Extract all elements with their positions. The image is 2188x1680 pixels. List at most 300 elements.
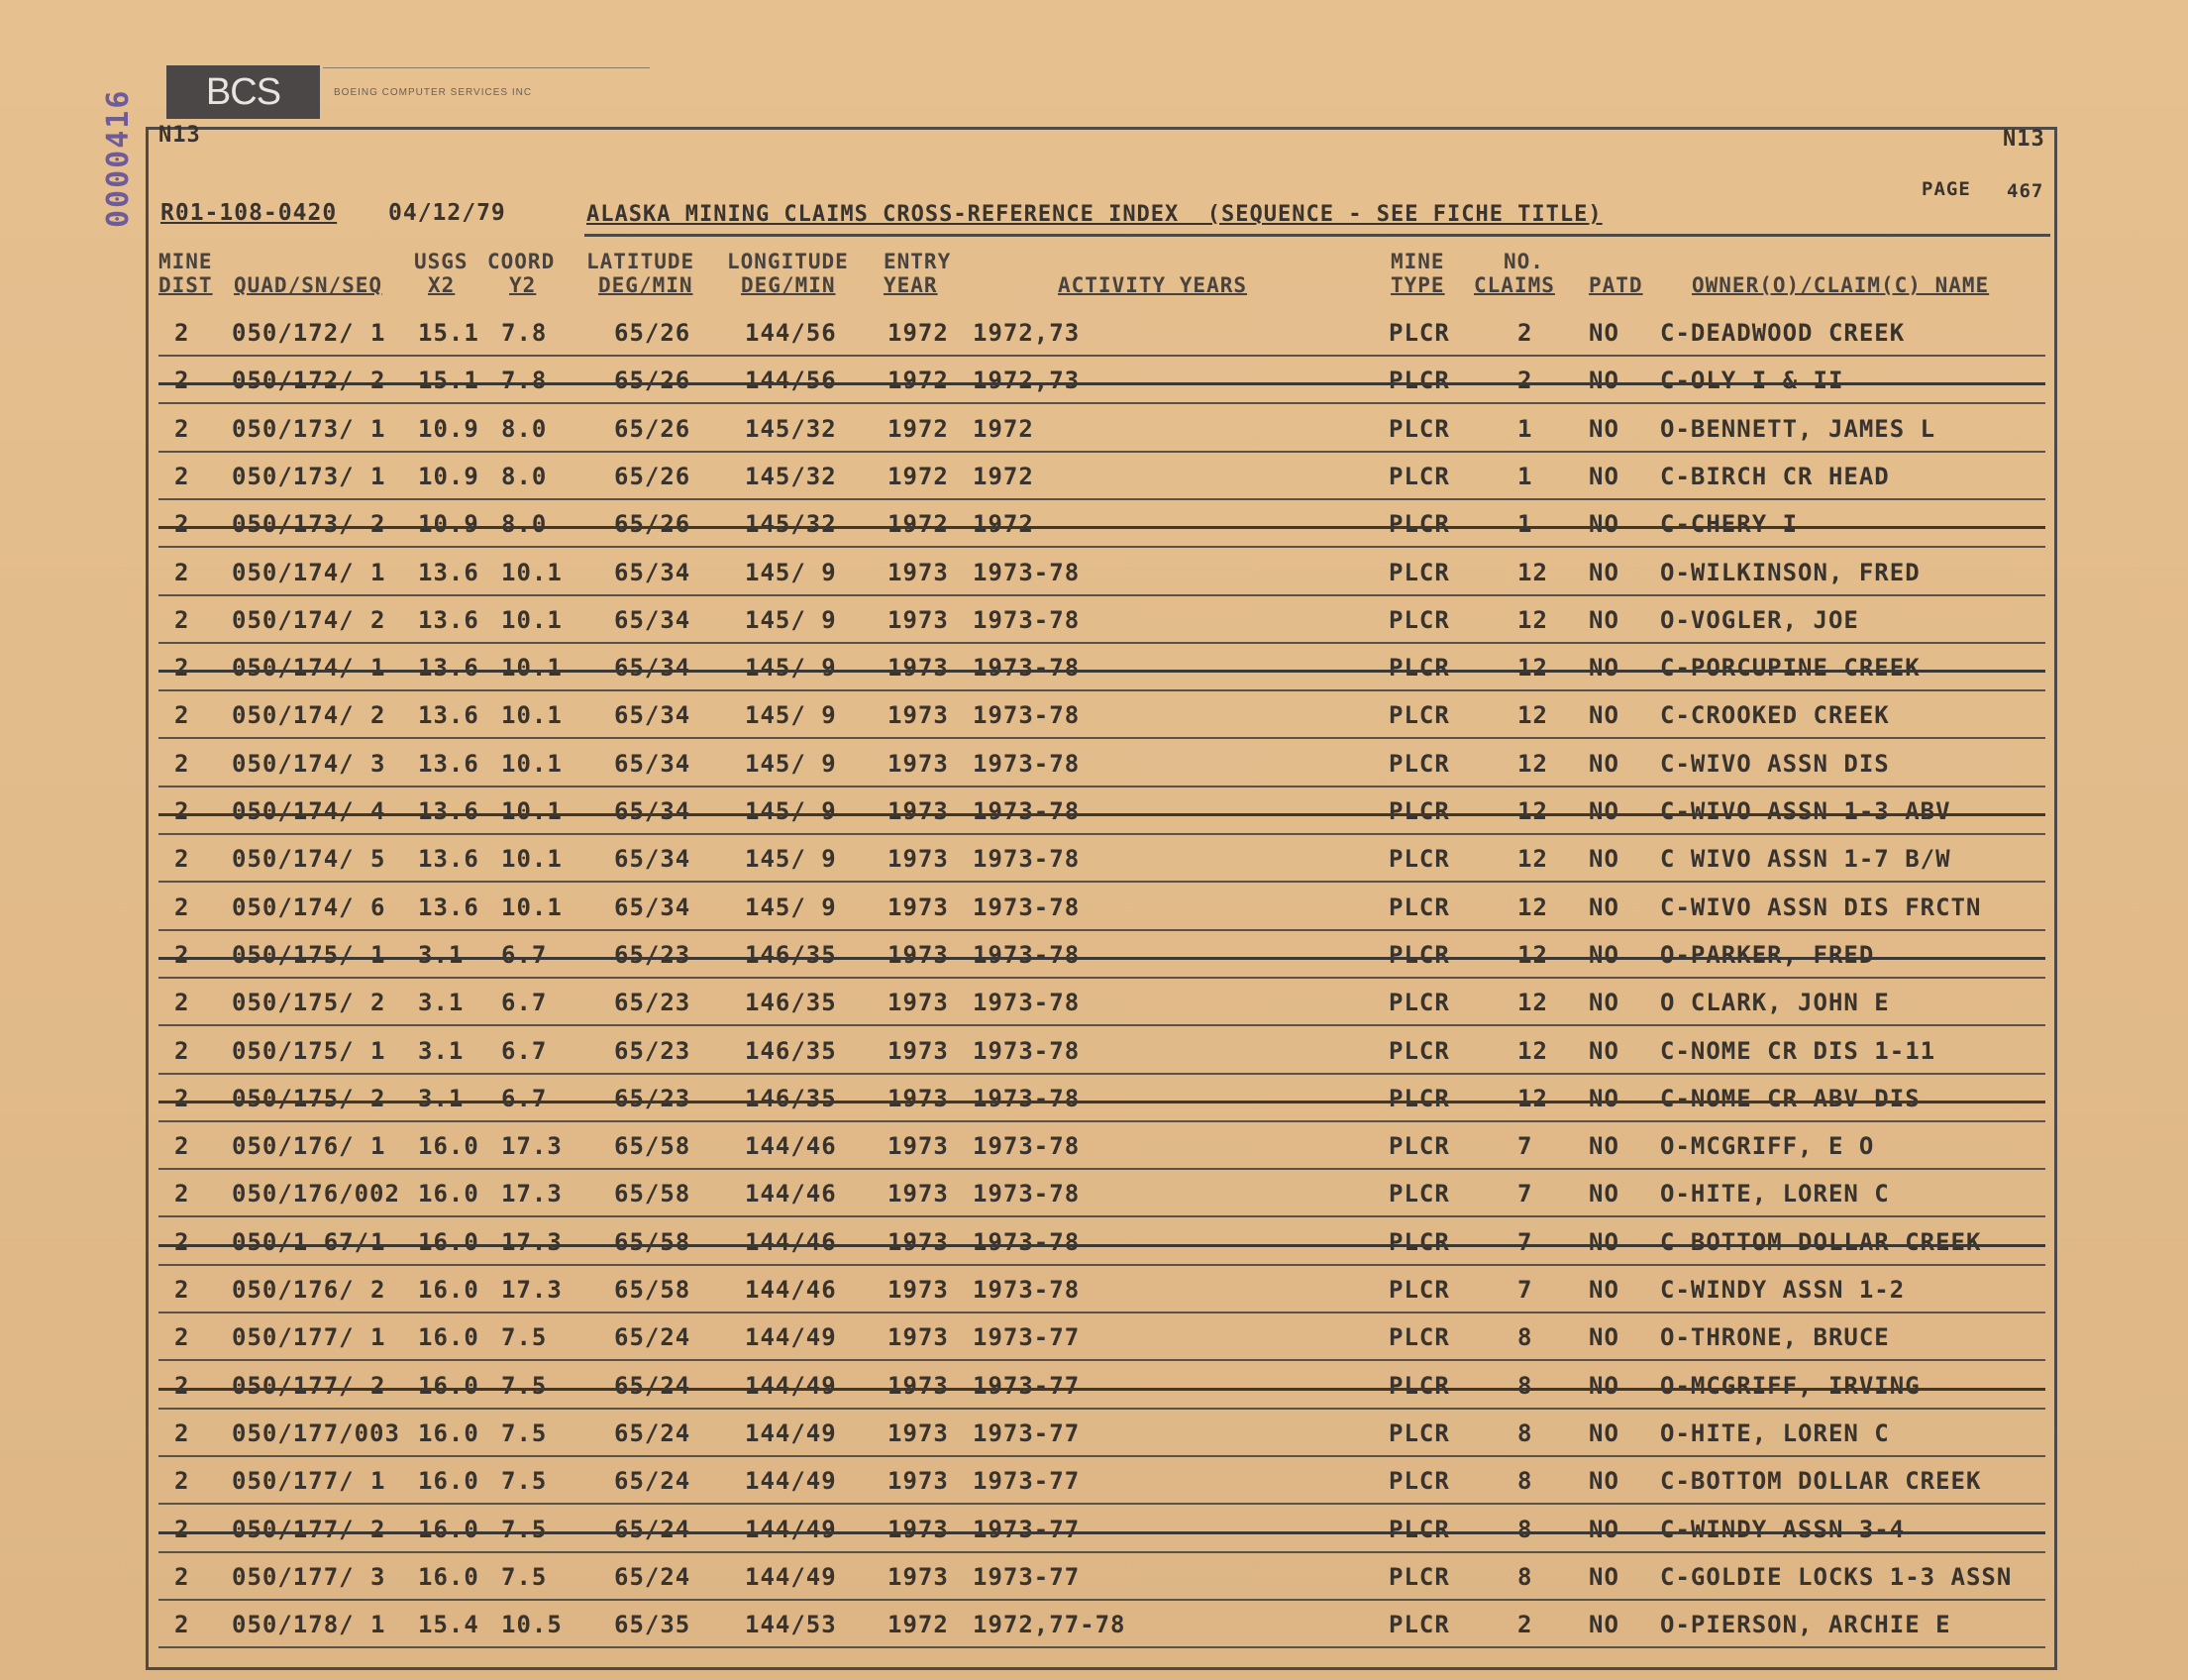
entry-year-cell: 1973 <box>887 1132 949 1161</box>
mine-type-cell: PLCR <box>1389 1371 1450 1400</box>
mine-type-cell: PLCR <box>1389 558 1450 586</box>
mine-type-cell: PLCR <box>1389 462 1450 490</box>
latitude-cell: 65/24 <box>614 1418 691 1447</box>
patd-cell: NO <box>1589 1036 1619 1065</box>
usgs-x2-cell: 3.1 <box>418 940 465 969</box>
mine-type-cell: PLCR <box>1389 414 1450 443</box>
quad-cell: 050/173/ <box>232 414 355 443</box>
activity-years-cell: 1973-78 <box>973 797 1081 825</box>
entry-year-cell: 1973 <box>887 1084 949 1112</box>
coord-y2-cell: 10.1 <box>501 845 563 874</box>
strikethrough-line <box>158 670 2045 673</box>
mine-dist-cell: 2 <box>174 1371 190 1400</box>
activity-years-cell: 1973-78 <box>973 1180 1081 1208</box>
latitude-cell: 65/35 <box>614 1611 691 1639</box>
latitude-cell: 65/34 <box>614 892 691 921</box>
document-stamp: 0000416 <box>101 88 136 228</box>
no-claims-cell: 12 <box>1517 989 1548 1017</box>
no-claims-cell: 2 <box>1517 1611 1533 1639</box>
coord-y2-cell: 7.8 <box>501 319 548 347</box>
entry-year-cell: 1973 <box>887 1371 949 1400</box>
col-latitude: LATITUDE DEG/MIN <box>586 250 695 297</box>
longitude-cell: 145/ 9 <box>745 701 837 730</box>
coord-y2-cell: 17.3 <box>501 1132 563 1161</box>
longitude-cell: 144/46 <box>745 1276 837 1304</box>
mine-type-cell: PLCR <box>1389 319 1450 347</box>
owner-claim-name-cell: C-WINDY ASSN 1-2 <box>1660 1276 1906 1304</box>
owner-claim-name-cell: O-PARKER, FRED <box>1660 940 1875 969</box>
strikethrough-line <box>158 1531 2045 1534</box>
entry-year-cell: 1972 <box>887 510 949 539</box>
entry-year-cell: 1973 <box>887 654 949 682</box>
longitude-cell: 146/35 <box>745 1084 837 1112</box>
seq-cell: 2 <box>370 605 386 634</box>
coord-y2-cell: 7.5 <box>501 1467 548 1496</box>
mine-dist-cell: 2 <box>174 319 190 347</box>
usgs-x2-cell: 13.6 <box>418 654 479 682</box>
longitude-cell: 145/ 9 <box>745 892 837 921</box>
usgs-x2-cell: 16.0 <box>418 1418 479 1447</box>
strikethrough-line <box>158 1101 2045 1103</box>
latitude-cell: 65/58 <box>614 1132 691 1161</box>
quad-cell: 050/174/ <box>232 892 355 921</box>
coord-y2-cell: 8.0 <box>501 462 548 490</box>
activity-years-cell: 1973-78 <box>973 749 1081 778</box>
owner-claim-name-cell: O-WILKINSON, FRED <box>1660 558 1921 586</box>
owner-claim-name-cell: O-VOGLER, JOE <box>1660 605 1859 634</box>
corner-code-right: N13 <box>2003 127 2045 152</box>
logo-subtitle: BOEING COMPUTER SERVICES INC <box>334 87 533 98</box>
owner-claim-name-cell: O-HITE, LOREN C <box>1660 1418 1890 1447</box>
patd-cell: NO <box>1589 1371 1619 1400</box>
patd-cell: NO <box>1589 1418 1619 1447</box>
no-claims-cell: 7 <box>1517 1132 1533 1161</box>
longitude-cell: 144/53 <box>745 1611 837 1639</box>
owner-claim-name-cell: C-WINDY ASSN 3-4 <box>1660 1515 1906 1543</box>
no-claims-cell: 7 <box>1517 1180 1533 1208</box>
activity-years-cell: 1972 <box>973 462 1034 490</box>
coord-y2-cell: 17.3 <box>501 1276 563 1304</box>
strikethrough-line <box>158 957 2045 960</box>
table-row <box>158 596 2045 644</box>
table-row-struck <box>158 788 2045 835</box>
mine-type-cell: PLCR <box>1389 845 1450 874</box>
longitude-cell: 144/49 <box>745 1562 837 1591</box>
bcs-logo: BCS <box>166 65 320 119</box>
owner-claim-name-cell: C-CROOKED CREEK <box>1660 701 1890 730</box>
seq-cell: 2 <box>370 510 386 539</box>
latitude-cell: 65/23 <box>614 1036 691 1065</box>
activity-years-cell: 1972,73 <box>973 319 1081 347</box>
col-entry-year: ENTRY YEAR <box>884 250 952 297</box>
mine-dist-cell: 2 <box>174 1084 190 1112</box>
activity-years-cell: 1973-78 <box>973 1132 1081 1161</box>
activity-years-cell: 1973-78 <box>973 701 1081 730</box>
activity-years-cell: 1973-78 <box>973 654 1081 682</box>
mine-dist-cell: 2 <box>174 558 190 586</box>
owner-claim-name-cell: O-MCGRIFF, IRVING <box>1660 1371 1921 1400</box>
coord-y2-cell: 10.1 <box>501 605 563 634</box>
no-claims-cell: 1 <box>1517 462 1533 490</box>
seq-cell: 5 <box>370 845 386 874</box>
corner-code-left: N13 <box>158 123 201 148</box>
quad-cell: 050/173/ <box>232 510 355 539</box>
longitude-cell: 144/56 <box>745 319 837 347</box>
strikethrough-line <box>158 813 2045 816</box>
mine-dist-cell: 2 <box>174 1323 190 1352</box>
patd-cell: NO <box>1589 1132 1619 1161</box>
mine-type-cell: PLCR <box>1389 1036 1450 1065</box>
longitude-cell: 145/ 9 <box>745 797 837 825</box>
longitude-cell: 144/49 <box>745 1515 837 1543</box>
owner-claim-name-cell: C-NOME CR DIS 1-11 <box>1660 1036 1936 1065</box>
no-claims-cell: 12 <box>1517 558 1548 586</box>
usgs-x2-cell: 16.0 <box>418 1467 479 1496</box>
mine-type-cell: PLCR <box>1389 1227 1450 1256</box>
coord-y2-cell: 10.1 <box>501 654 563 682</box>
usgs-x2-cell: 16.0 <box>418 1227 479 1256</box>
owner-claim-name-cell: O-THRONE, BRUCE <box>1660 1323 1890 1352</box>
coord-y2-cell: 6.7 <box>501 1084 548 1112</box>
patd-cell: NO <box>1589 845 1619 874</box>
latitude-cell: 65/34 <box>614 749 691 778</box>
col-mine-dist: MINE DIST <box>158 250 213 297</box>
patd-cell: NO <box>1589 1515 1619 1543</box>
quad-cell: 050/174/ <box>232 749 355 778</box>
latitude-cell: 65/23 <box>614 989 691 1017</box>
mine-dist-cell: 2 <box>174 1132 190 1161</box>
mine-type-cell: PLCR <box>1389 1515 1450 1543</box>
report-date: 04/12/79 <box>388 200 506 226</box>
quad-cell: 050/174/ <box>232 701 355 730</box>
owner-claim-name-cell: O-HITE, LOREN C <box>1660 1180 1890 1208</box>
longitude-cell: 145/ 9 <box>745 605 837 634</box>
entry-year-cell: 1973 <box>887 797 949 825</box>
owner-claim-name-cell: C WIVO ASSN 1-7 B/W <box>1660 845 1951 874</box>
no-claims-cell: 1 <box>1517 510 1533 539</box>
usgs-x2-cell: 16.0 <box>418 1515 479 1543</box>
owner-claim-name-cell: C-OLY I & II <box>1660 367 1844 395</box>
mine-type-cell: PLCR <box>1389 892 1450 921</box>
patd-cell: NO <box>1589 892 1619 921</box>
coord-y2-cell: 6.7 <box>501 1036 548 1065</box>
entry-year-cell: 1972 <box>887 1611 949 1639</box>
owner-claim-name-cell: C-BIRCH CR HEAD <box>1660 462 1890 490</box>
entry-year-cell: 1972 <box>887 462 949 490</box>
patd-cell: NO <box>1589 1562 1619 1591</box>
col-patd: PATD <box>1589 273 1643 297</box>
owner-claim-name-cell: C-GOLDIE LOCKS 1-3 ASSN <box>1660 1562 2013 1591</box>
entry-year-cell: 1973 <box>887 1323 949 1352</box>
seq-cell: 2 <box>370 701 386 730</box>
col-usgs-x2: USGS X2 <box>414 250 469 297</box>
table-row <box>158 884 2045 931</box>
coord-y2-cell: 10.5 <box>501 1611 563 1639</box>
mine-dist-cell: 2 <box>174 1515 190 1543</box>
mine-type-cell: PLCR <box>1389 701 1450 730</box>
usgs-x2-cell: 13.6 <box>418 701 479 730</box>
table-row <box>158 979 2045 1026</box>
latitude-cell: 65/58 <box>614 1276 691 1304</box>
activity-years-cell: 1973-77 <box>973 1371 1081 1400</box>
entry-year-cell: 1973 <box>887 940 949 969</box>
usgs-x2-cell: 16.0 <box>418 1276 479 1304</box>
patd-cell: NO <box>1589 1276 1619 1304</box>
no-claims-cell: 2 <box>1517 319 1533 347</box>
col-longitude: LONGITUDE DEG/MIN <box>727 250 849 297</box>
coord-y2-cell: 6.7 <box>501 989 548 1017</box>
coord-y2-cell: 17.3 <box>501 1227 563 1256</box>
no-claims-cell: 12 <box>1517 940 1548 969</box>
quad-cell: 050/175/ <box>232 940 355 969</box>
col-owner-claim-name: OWNER(O)/CLAIM(C) NAME <box>1692 273 1990 297</box>
seq-cell: 1 <box>370 1036 386 1065</box>
mine-dist-cell: 2 <box>174 1180 190 1208</box>
usgs-x2-cell: 16.0 <box>418 1132 479 1161</box>
coord-y2-cell: 7.5 <box>501 1371 548 1400</box>
no-claims-cell: 7 <box>1517 1227 1533 1256</box>
report-id: R01-108-0420 <box>160 200 338 226</box>
mine-type-cell: PLCR <box>1389 1562 1450 1591</box>
patd-cell: NO <box>1589 1084 1619 1112</box>
quad-cell: 050/177/ <box>232 1562 355 1591</box>
entry-year-cell: 1973 <box>887 558 949 586</box>
patd-cell: NO <box>1589 605 1619 634</box>
longitude-cell: 144/49 <box>745 1467 837 1496</box>
usgs-x2-cell: 10.9 <box>418 462 479 490</box>
patd-cell: NO <box>1589 462 1619 490</box>
row-rule <box>158 1646 2045 1648</box>
latitude-cell: 65/26 <box>614 510 691 539</box>
col-quad: QUAD/SN/SEQ <box>234 273 383 297</box>
mine-type-cell: PLCR <box>1389 605 1450 634</box>
entry-year-cell: 1973 <box>887 1467 949 1496</box>
latitude-cell: 65/24 <box>614 1371 691 1400</box>
table-row <box>158 1553 2045 1601</box>
mine-type-cell: PLCR <box>1389 1132 1450 1161</box>
quad-cell: 050/1 67/ <box>232 1227 370 1256</box>
seq-cell: 2 <box>370 367 386 395</box>
activity-years-cell: 1973-77 <box>973 1562 1081 1591</box>
activity-years-cell: 1973-77 <box>973 1418 1081 1447</box>
patd-cell: NO <box>1589 749 1619 778</box>
latitude-cell: 65/34 <box>614 654 691 682</box>
mine-dist-cell: 2 <box>174 414 190 443</box>
seq-cell: 1 <box>370 558 386 586</box>
mine-dist-cell: 2 <box>174 892 190 921</box>
latitude-cell: 65/34 <box>614 701 691 730</box>
coord-y2-cell: 8.0 <box>501 510 548 539</box>
longitude-cell: 145/ 9 <box>745 654 837 682</box>
table-row-struck <box>158 1075 2045 1122</box>
mine-dist-cell: 2 <box>174 1227 190 1256</box>
no-claims-cell: 12 <box>1517 701 1548 730</box>
mine-dist-cell: 2 <box>174 1562 190 1591</box>
usgs-x2-cell: 15.1 <box>418 367 479 395</box>
seq-cell: 1 <box>370 1611 386 1639</box>
patd-cell: NO <box>1589 989 1619 1017</box>
mine-dist-cell: 2 <box>174 1467 190 1496</box>
strikethrough-line <box>158 526 2045 529</box>
latitude-cell: 65/24 <box>614 1515 691 1543</box>
quad-cell: 050/172/ <box>232 367 355 395</box>
mine-type-cell: PLCR <box>1389 1467 1450 1496</box>
patd-cell: NO <box>1589 510 1619 539</box>
owner-claim-name-cell: C-DEADWOOD CREEK <box>1660 319 1906 347</box>
no-claims-cell: 12 <box>1517 654 1548 682</box>
no-claims-cell: 8 <box>1517 1562 1533 1591</box>
mine-dist-cell: 2 <box>174 462 190 490</box>
col-mine-type: MINE TYPE <box>1391 250 1445 297</box>
quad-cell: 050/176/ <box>232 1276 355 1304</box>
longitude-cell: 144/56 <box>745 367 837 395</box>
quad-cell: 050/177/ <box>232 1371 355 1400</box>
no-claims-cell: 12 <box>1517 845 1548 874</box>
usgs-x2-cell: 15.1 <box>418 319 479 347</box>
no-claims-cell: 12 <box>1517 1084 1548 1112</box>
strikethrough-line <box>158 1388 2045 1391</box>
mine-dist-cell: 2 <box>174 989 190 1017</box>
activity-years-cell: 1972,73 <box>973 367 1081 395</box>
entry-year-cell: 1973 <box>887 892 949 921</box>
table-row-struck <box>158 500 2045 548</box>
seq-cell: 1 <box>370 1467 386 1496</box>
title-rule <box>584 234 2050 237</box>
mine-dist-cell: 2 <box>174 940 190 969</box>
seq-cell: 2 <box>370 1515 386 1543</box>
quad-cell: 050/176/ <box>232 1132 355 1161</box>
no-claims-cell: 8 <box>1517 1371 1533 1400</box>
owner-claim-name-cell: C-NOME CR ABV DIS <box>1660 1084 1921 1112</box>
activity-years-cell: 1973-78 <box>973 558 1081 586</box>
patd-cell: NO <box>1589 1467 1619 1496</box>
quad-cell: 050/177/ <box>232 1323 355 1352</box>
patd-cell: NO <box>1589 367 1619 395</box>
no-claims-cell: 7 <box>1517 1276 1533 1304</box>
owner-claim-name-cell: C-WIVO ASSN DIS <box>1660 749 1890 778</box>
seq-cell: 4 <box>370 797 386 825</box>
no-claims-cell: 12 <box>1517 749 1548 778</box>
page-label: PAGE <box>1922 178 1971 200</box>
table-row <box>158 1410 2045 1457</box>
activity-years-cell: 1973-77 <box>973 1467 1081 1496</box>
owner-claim-name-cell: O CLARK, JOHN E <box>1660 989 1890 1017</box>
latitude-cell: 65/26 <box>614 462 691 490</box>
entry-year-cell: 1973 <box>887 1180 949 1208</box>
mine-type-cell: PLCR <box>1389 989 1450 1017</box>
table-row <box>158 549 2045 596</box>
table-row-struck <box>158 1362 2045 1410</box>
usgs-x2-cell: 3.1 <box>418 1036 465 1065</box>
patd-cell: NO <box>1589 654 1619 682</box>
mine-type-cell: PLCR <box>1389 510 1450 539</box>
latitude-cell: 65/34 <box>614 845 691 874</box>
table-row <box>158 1601 2045 1648</box>
usgs-x2-cell: 10.9 <box>418 510 479 539</box>
seq-cell: 1 <box>370 414 386 443</box>
activity-years-cell: 1973-78 <box>973 892 1081 921</box>
longitude-cell: 144/46 <box>745 1132 837 1161</box>
seq-cell: 2 <box>370 1084 386 1112</box>
usgs-x2-cell: 16.0 <box>418 1323 479 1352</box>
longitude-cell: 145/ 9 <box>745 845 837 874</box>
entry-year-cell: 1973 <box>887 749 949 778</box>
no-claims-cell: 8 <box>1517 1323 1533 1352</box>
page-number: 467 <box>2007 180 2044 202</box>
seq-cell: 1 <box>370 1132 386 1161</box>
coord-y2-cell: 7.5 <box>501 1515 548 1543</box>
no-claims-cell: 8 <box>1517 1418 1533 1447</box>
coord-y2-cell: 7.8 <box>501 367 548 395</box>
owner-claim-name-cell: C BOTTOM DOLLAR CREEK <box>1660 1227 1982 1256</box>
table-row <box>158 835 2045 883</box>
patd-cell: NO <box>1589 1323 1619 1352</box>
no-claims-cell: 12 <box>1517 797 1548 825</box>
quad-cell: 050/172/ <box>232 319 355 347</box>
longitude-cell: 145/ 9 <box>745 558 837 586</box>
entry-year-cell: 1972 <box>887 414 949 443</box>
quad-cell: 050/176/002 <box>232 1180 400 1208</box>
entry-year-cell: 1973 <box>887 1515 949 1543</box>
latitude-cell: 65/24 <box>614 1323 691 1352</box>
latitude-cell: 65/24 <box>614 1562 691 1591</box>
usgs-x2-cell: 13.6 <box>418 892 479 921</box>
table-row-struck <box>158 931 2045 979</box>
mine-dist-cell: 2 <box>174 701 190 730</box>
no-claims-cell: 2 <box>1517 367 1533 395</box>
latitude-cell: 65/26 <box>614 367 691 395</box>
activity-years-cell: 1973-77 <box>973 1323 1081 1352</box>
strikethrough-line <box>158 1244 2045 1247</box>
quad-cell: 050/177/003 <box>232 1418 400 1447</box>
activity-years-cell: 1973-77 <box>973 1515 1081 1543</box>
col-coord-y2: COORD Y2 <box>487 250 556 297</box>
entry-year-cell: 1973 <box>887 1036 949 1065</box>
quad-cell: 050/177/ <box>232 1515 355 1543</box>
owner-claim-name-cell: C-BOTTOM DOLLAR CREEK <box>1660 1467 1982 1496</box>
table-row <box>158 1122 2045 1170</box>
activity-years-cell: 1973-78 <box>973 1036 1081 1065</box>
latitude-cell: 65/34 <box>614 558 691 586</box>
seq-cell: 2 <box>370 1371 386 1400</box>
table-row-struck <box>158 644 2045 691</box>
seq-cell: 2 <box>370 1276 386 1304</box>
mine-dist-cell: 2 <box>174 510 190 539</box>
owner-claim-name-cell: C-PORCUPINE CREEK <box>1660 654 1921 682</box>
mine-dist-cell: 2 <box>174 654 190 682</box>
mine-type-cell: PLCR <box>1389 1084 1450 1112</box>
seq-cell: 1 <box>370 1227 386 1256</box>
mine-type-cell: PLCR <box>1389 940 1450 969</box>
mine-type-cell: PLCR <box>1389 1418 1450 1447</box>
activity-years-cell: 1972 <box>973 414 1034 443</box>
quad-cell: 050/175/ <box>232 1036 355 1065</box>
mine-type-cell: PLCR <box>1389 367 1450 395</box>
usgs-x2-cell: 13.6 <box>418 749 479 778</box>
table-row <box>158 1027 2045 1075</box>
coord-y2-cell: 7.5 <box>501 1418 548 1447</box>
latitude-cell: 65/26 <box>614 319 691 347</box>
entry-year-cell: 1973 <box>887 701 949 730</box>
coord-y2-cell: 17.3 <box>501 1180 563 1208</box>
patd-cell: NO <box>1589 558 1619 586</box>
latitude-cell: 65/26 <box>614 414 691 443</box>
seq-cell: 1 <box>370 319 386 347</box>
latitude-cell: 65/58 <box>614 1227 691 1256</box>
longitude-cell: 146/35 <box>745 940 837 969</box>
mine-type-cell: PLCR <box>1389 1611 1450 1639</box>
seq-cell: 6 <box>370 892 386 921</box>
